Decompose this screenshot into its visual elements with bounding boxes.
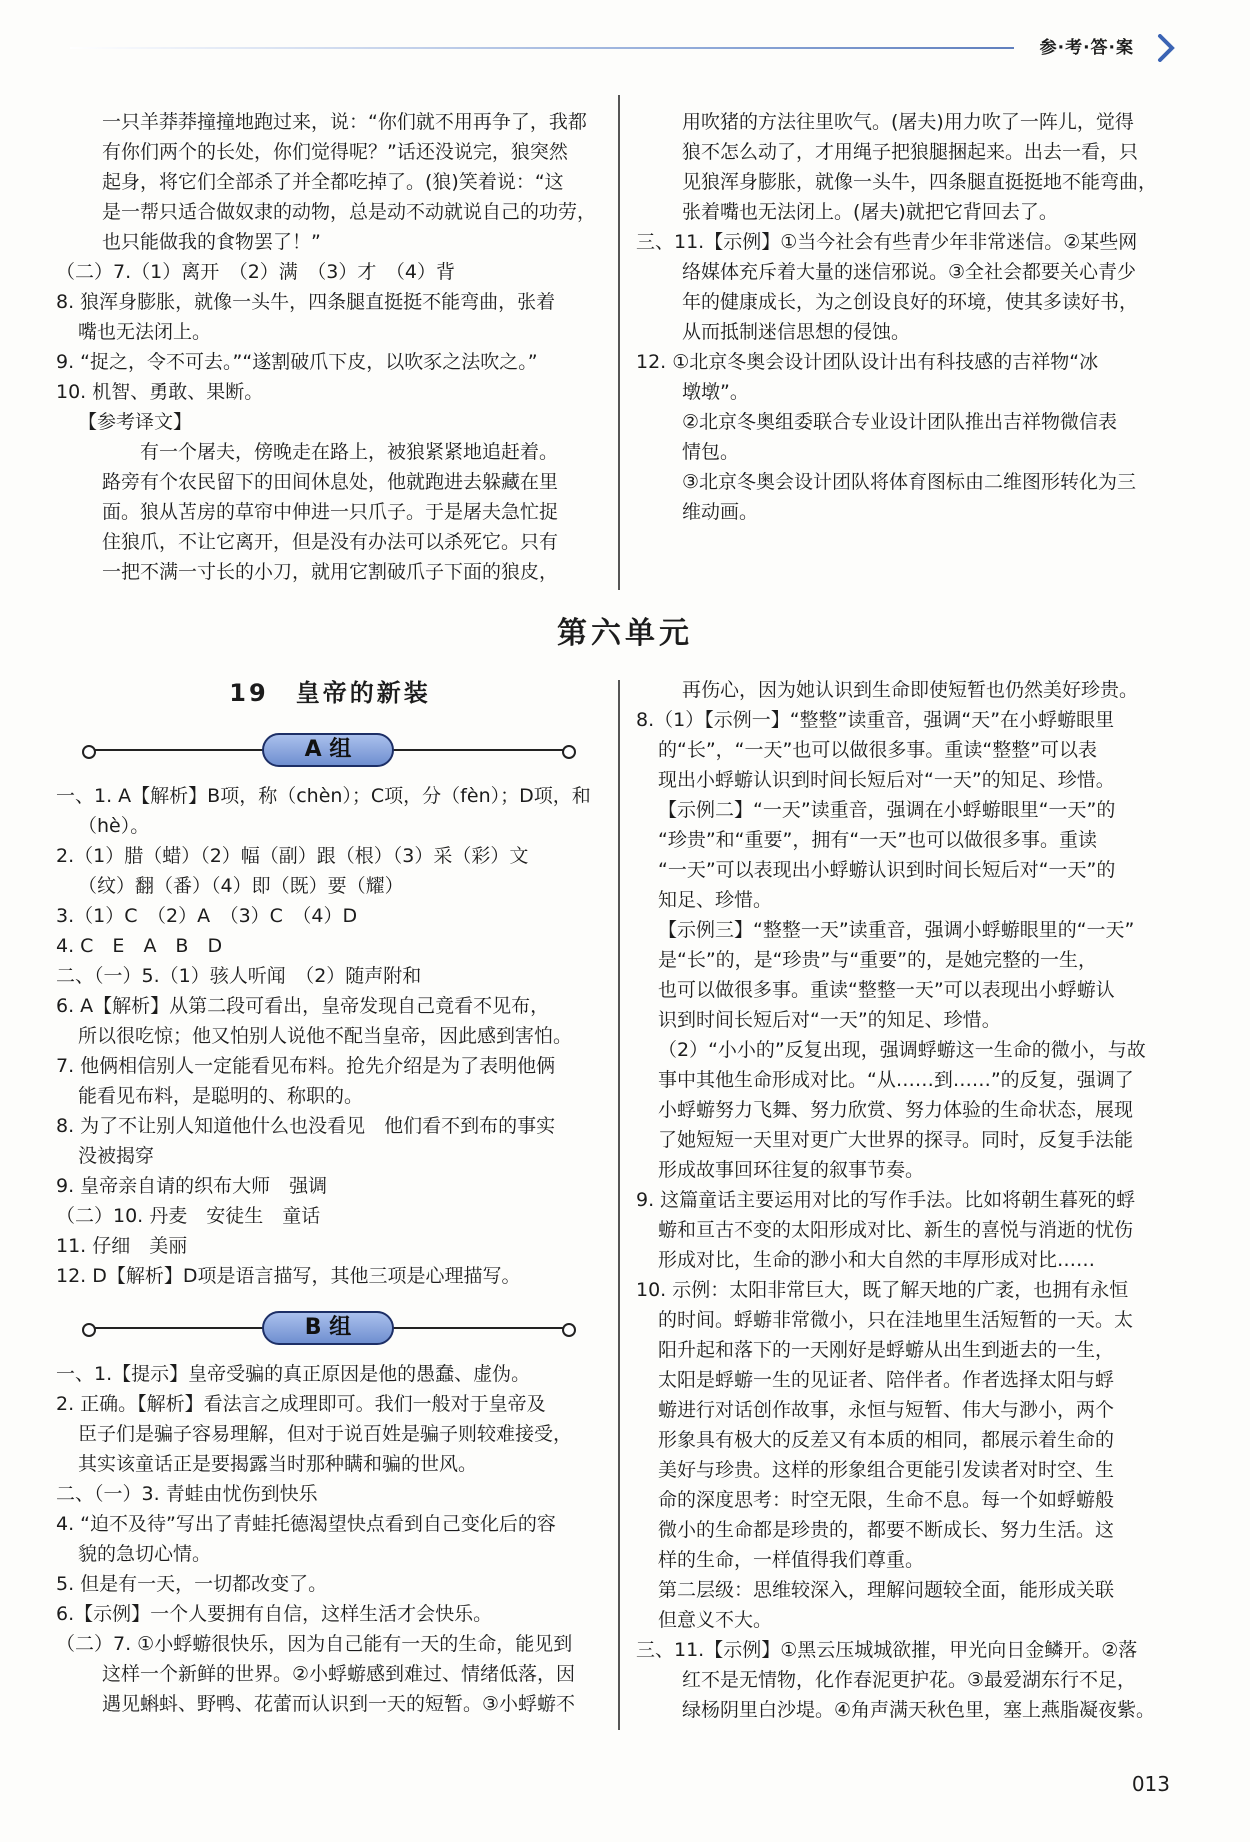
group-a-label: A 组: [262, 733, 394, 767]
answer-line: 蝣进行对话创作故事，永恒与短暂、伟大与渺小，两个: [658, 1399, 1115, 1421]
group-b-banner: [88, 1311, 568, 1345]
answer-line: 是一帮只适合做奴隶的动物，总是动不动就说自己的功劳，: [102, 201, 597, 223]
answer-line: 从而抵制迷信思想的侵蚀。: [682, 321, 911, 343]
column-divider-bottom: [618, 680, 620, 1730]
answers-group-b: [56, 1359, 612, 1719]
answer-line: 4. “迫不及待”写出了青蛙托德渴望快点看到自己变化后的容: [56, 1513, 556, 1535]
answer-line: 现出小蜉蝣认识到时间长短后对“一天”的知足、珍惜。: [658, 769, 1115, 791]
answer-line: ③北京冬奥会设计团队将体育图标由二维图形转化为三: [682, 471, 1137, 493]
answer-line: 8.（1）【示例一】“整整”读重音，强调“天”在小蜉蝣眼里: [636, 709, 1115, 731]
answer-line: 住狼爪，不让它离开，但是没有办法可以杀死它。只有: [102, 531, 559, 553]
answer-line: 狼不怎么动了，才用绳子把狼腿捆起来。出去一看，只: [682, 141, 1139, 163]
answer-line: 路旁有个农民留下的田间休息处，他就跑进去躲藏在里: [102, 471, 559, 493]
answer-line: 红不是无情物，化作春泥更护花。③最爱湖东行不足，: [682, 1669, 1137, 1691]
answer-line: 络媒体充斥着大量的迷信邪说。③全社会都要关心青少: [682, 261, 1137, 283]
answer-line: 嘴也无法闭上。: [78, 321, 212, 343]
header-label: 参·考·答·案: [1014, 28, 1180, 68]
answer-line: 样的生命，一样值得我们尊重。: [658, 1549, 925, 1571]
answer-line: 二、（一）3. 青蛙由忧伤到快乐: [56, 1483, 318, 1505]
page-number: 013: [1131, 1772, 1170, 1796]
chevron-right-icon: [1152, 34, 1180, 62]
header-rule: [70, 47, 1130, 49]
answer-line: （纹）翻（番）（4）即（既）要（耀）: [78, 875, 404, 897]
answer-line: （二）7. ①小蜉蝣很快乐，因为自己能有一天的生命，能见到: [56, 1633, 573, 1655]
answer-line: ②北京冬奥组委联合专业设计团队推出吉祥物微信表: [682, 411, 1118, 433]
answer-line: 是“长”的，是“珍贵”与“重要”的，是她完整的一生，: [658, 949, 1098, 971]
answer-line: 第二层级：思维较深入，理解问题较全面，能形成关联: [658, 1579, 1115, 1601]
answer-line: 9. “捉之，令不可去。”“遂割破爪下皮，以吹豕之法吹之。”: [56, 351, 538, 373]
answer-line: 但意义不大。: [658, 1609, 773, 1631]
answer-line: 臣子们是骗子容易理解，但对于说百姓是骗子则较难接受，: [78, 1423, 573, 1445]
answer-line: 能看见布料，是聪明的、称职的。: [78, 1085, 364, 1107]
answer-line: 这样一个新鲜的世界。②小蜉蝣感到难过、情绪低落，因: [102, 1663, 576, 1685]
answer-line: 维动画。: [682, 501, 759, 523]
answers-bottom-right: [636, 675, 1196, 1725]
answer-line: 一、1.【提示】皇帝受骗的真正原因是他的愚蠢、虚伪。: [56, 1363, 531, 1385]
answer-line: 6. A【解析】从第二段可看出，皇帝发现自己竟看不见布，: [56, 995, 550, 1017]
answer-line: 见狼浑身膨胀，就像一头牛，四条腿直挺挺地不能弯曲，: [682, 171, 1158, 193]
answer-line: 张着嘴也无法闭上。(屠夫)就把它背回去了。: [682, 201, 1058, 223]
answer-line: 一把不满一寸长的小刀，就用它割破爪子下面的狼皮，: [102, 561, 559, 583]
answer-line: 墩墩”。: [682, 381, 749, 403]
answer-line: 也可以做很多事。重读“整整一天”可以表现出小蜉蝣认: [658, 979, 1115, 1001]
answer-line: 2. 正确。【解析】看法言之成理即可。我们一般对于皇帝及: [56, 1393, 546, 1415]
answer-line: 的时间。蜉蝣非常微小，只在洼地里生活短暂的一天。太: [658, 1309, 1134, 1331]
answer-line: （2）“小小的”反复出现，强调蜉蝣这一生命的微小，与故: [658, 1039, 1146, 1061]
answer-line: 10. 示例：太阳非常巨大，既了解天地的广袤，也拥有永恒: [636, 1279, 1129, 1301]
answer-line: 有一个屠夫，傍晚走在路上，被狼紧紧地追赶着。: [102, 441, 559, 463]
answer-line: 微小的生命都是珍贵的，都要不断成长、努力生活。这: [658, 1519, 1115, 1541]
answer-line: 7. 他俩相信别人一定能看见布料。抢先介绍是为了表明他俩: [56, 1055, 556, 1077]
answer-line: 用吹猪的方法往里吹气。(屠夫)用力吹了一阵儿，觉得: [682, 111, 1134, 133]
answer-line: 起身，将它们全部杀了并全都吃掉了。(狼)笑着说：“这: [102, 171, 564, 193]
answer-line: 3.（1）C （2）A （3）C （4）D: [56, 905, 358, 927]
answer-line: 10. 机智、勇敢、果断。: [56, 381, 264, 403]
answer-line: 再伤心，因为她认识到生命即使短暂也仍然美好珍贵。: [682, 679, 1139, 701]
answer-line: 情包。: [682, 441, 740, 463]
answer-line: 了她短短一天里对更广大世界的探寻。同时，反复手法能: [658, 1129, 1134, 1151]
answer-line: 【示例三】“整整一天”读重音，强调小蜉蝣眼里的“一天”: [658, 919, 1135, 941]
answer-line: 年的健康成长，为之创设良好的环境，使其多读好书，: [682, 291, 1139, 313]
answer-line: 形象具有极大的反差又有本质的相同，都展示着生命的: [658, 1429, 1115, 1451]
answer-line: 没被揭穿: [78, 1145, 155, 1167]
answer-line: 事中其他生命形成对比。“从……到……”的反复，强调了: [658, 1069, 1134, 1091]
answer-line: 绿杨阴里白沙堤。④角声满天秋色里，塞上燕脂凝夜紫。: [682, 1699, 1156, 1721]
answer-line: （hè）。: [78, 815, 150, 837]
answer-line: “珍贵”和“重要”，拥有“一天”也可以做很多事。重读: [658, 829, 1098, 851]
answer-line: 12. ①北京冬奥会设计团队设计出有科技感的吉祥物“冰: [636, 351, 1099, 373]
answer-line: 所以很吃惊；他又怕别人说他不配当皇帝，因此感到害怕。: [78, 1025, 573, 1047]
answer-line: 形成对比，生命的渺小和大自然的丰厚形成对比……: [658, 1249, 1096, 1271]
answer-line: 【参考译文】: [78, 411, 193, 433]
answer-line: 11. 仔细 美丽: [56, 1235, 188, 1257]
group-b-label: B 组: [262, 1311, 394, 1345]
answer-line: 形成故事回环往复的叙事节奏。: [658, 1159, 925, 1181]
answer-line: 8. 狼浑身膨胀，就像一头牛，四条腿直挺挺不能弯曲，张着: [56, 291, 556, 313]
answer-line: 小蜉蝣努力飞舞、努力欣赏、努力体验的生命状态，展现: [658, 1099, 1134, 1121]
answer-line: 8. 为了不让别人知道他什么也没看见 他们看不到布的事实: [56, 1115, 556, 1137]
answer-line: 太阳是蜉蝣一生的见证者、陪伴者。作者选择太阳与蜉: [658, 1369, 1115, 1391]
answers-top-left: [56, 107, 612, 587]
answer-line: 三、11.【示例】①当今社会有些青少年非常迷信。②某些网: [636, 231, 1138, 253]
answer-line: （二）7.（1）离开 （2）满 （3）才 （4）背: [56, 261, 455, 283]
answer-line: 美好与珍贵。这样的形象组合更能引发读者对时空、生: [658, 1459, 1115, 1481]
answer-line: 4. C E A B D: [56, 935, 223, 957]
answer-line: 遇见蝌蚪、野鸭、花蕾而认识到一天的短暂。③小蜉蝣不: [102, 1693, 576, 1715]
answer-line: 阳升起和落下的一天刚好是蜉蝣从出生到逝去的一生，: [658, 1339, 1115, 1361]
answers-group-a: [56, 781, 612, 1291]
answer-line: 貌的急切心情。: [78, 1543, 212, 1565]
answer-line: 有你们两个的长处，你们觉得呢？”话还没说完，狼突然: [102, 141, 568, 163]
answer-line: 命的深度思考：时空无限，生命不息。每一个如蜉蝣般: [658, 1489, 1115, 1511]
lesson-title: 19 皇帝的新装: [229, 679, 431, 707]
answer-line: 2.（1）腊（蜡）（2）幅（副）跟（根）（3）采（彩）文: [56, 845, 529, 867]
answer-line: 9. 这篇童话主要运用对比的写作手法。比如将朝生暮死的蜉: [636, 1189, 1136, 1211]
answer-line: 的“长”，“一天”也可以做很多事。重读“整整”可以表: [658, 739, 1098, 761]
page-header: [0, 28, 1250, 68]
column-divider-top: [618, 95, 620, 590]
answer-line: 12. D【解析】D项是语言描写，其他三项是心理描写。: [56, 1265, 521, 1287]
answer-line: 9. 皇帝亲自请的织布大师 强调: [56, 1175, 328, 1197]
answer-line: 知足、珍惜。: [658, 889, 773, 911]
answer-line: （二）10. 丹麦 安徒生 童话: [56, 1205, 321, 1227]
group-a-banner: [88, 733, 568, 767]
answer-line: 一、1. A【解析】B项，称（chèn）；C项，分（fèn）；D项，和: [56, 785, 591, 807]
answers-top-right: [636, 107, 1196, 527]
answer-line: 其实该童话正是要揭露当时那种瞒和骗的世风。: [78, 1453, 478, 1475]
answer-line: 三、11.【示例】①黑云压城城欲摧，甲光向日金鳞开。②落: [636, 1639, 1138, 1661]
unit-title: 第六单元: [557, 616, 693, 651]
answer-line: 5. 但是有一天，一切都改变了。: [56, 1573, 328, 1595]
answer-line: 也只能做我的食物罢了！”: [102, 231, 321, 253]
answer-line: 蝣和亘古不变的太阳形成对比、新生的喜悦与消逝的忧伤: [658, 1219, 1134, 1241]
answer-line: 6.【示例】一个人要拥有自信，这样生活才会快乐。: [56, 1603, 493, 1625]
answer-line: 【示例二】“一天”读重音，强调在小蜉蝣眼里“一天”的: [658, 799, 1116, 821]
answer-line: “一天”可以表现出小蜉蝣认识到时间长短后对“一天”的: [658, 859, 1116, 881]
answer-line: 二、（一）5.（1）骇人听闻 （2）随声附和: [56, 965, 422, 987]
answer-line: 识到时间长短后对“一天”的知足、珍惜。: [658, 1009, 1001, 1031]
answer-line: 一只羊莽莽撞撞地跑过来，说：“你们就不用再争了，我都: [102, 111, 587, 133]
answer-line: 面。狼从苫房的草帘中伸进一只爪子。于是屠夫急忙捉: [102, 501, 559, 523]
